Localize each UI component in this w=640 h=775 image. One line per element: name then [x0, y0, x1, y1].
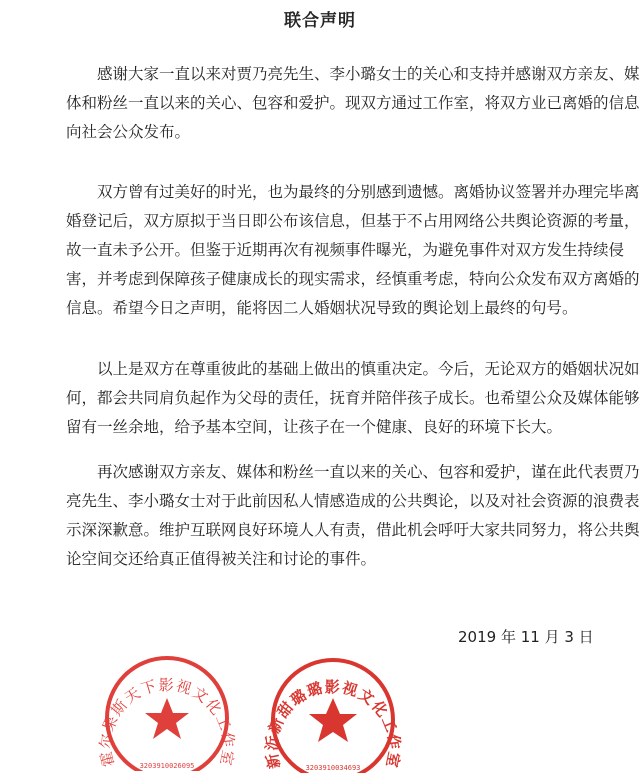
paragraph-line: 留有一丝余地，给予基本空间，让孩子在一个健康、良好的环境下长大。 — [66, 418, 563, 436]
paragraph-1 — [66, 60, 640, 147]
seal-left-number: 3203910026095 — [139, 762, 195, 770]
seal-right-text: 新沂新甜璐璐影视文化工作室 — [262, 677, 404, 771]
seal-left-text: 霍尔果斯天下影视文化工作室 — [96, 675, 238, 769]
paragraph-line: 故一直未予公开。但鉴于近期再次有视频事件曝光，为避免事件对双方发生持续侵 — [66, 241, 625, 259]
paragraph-line: 向社会公众发布。 — [66, 123, 191, 141]
paragraph-line: 信息。希望今日之声明，能将因二人婚姻状况导致的舆论划上最终的句号。 — [66, 299, 578, 317]
paragraph-line: 婚登记后，双方原拟于当日即公布该信息，但基于不占用网络公共舆论资源的考量， — [66, 212, 640, 230]
paragraph-line: 双方曾有过美好的时光，也为最终的分别感到遗憾。离婚协议签署并办理完毕离 — [66, 183, 640, 201]
paragraph-line: 体和粉丝一直以来的关心、包容和爱护。现双方通过工作室，将双方业已离婚的信息 — [66, 94, 640, 112]
paragraph-line: 示深深歉意。维护互联网良好环境人人有责，借此机会呼吁大家共同努力，将公共舆 — [66, 521, 640, 539]
studio-seal-right — [258, 648, 408, 773]
paragraph-line: 何，都会共同肩负起作为父母的责任，抚育并陪伴孩子成长。也希望公众及媒体能够 — [66, 389, 640, 407]
paragraph-line: 害，并考虑到保障孩子健康成长的现实需求，经慎重考虑，特向公众发布双方离婚的 — [66, 270, 640, 288]
document-title: 联合声明 — [284, 11, 356, 31]
paragraph-line: 以上是双方在尊重彼此的基础上做出的慎重决定。今后，无论双方的婚姻状况如 — [66, 360, 640, 378]
studio-seal-left — [92, 646, 242, 771]
seal-star-icon — [145, 698, 189, 739]
paragraph-2 — [66, 178, 640, 323]
paragraph-4 — [66, 458, 640, 574]
paragraph-line: 论空间交还给真正值得被关注和讨论的事件。 — [66, 550, 377, 568]
seal-star-icon — [309, 698, 357, 742]
seal-right-number: 3203910034693 — [305, 764, 361, 772]
paragraph-3 — [66, 355, 640, 442]
paragraph-line: 感谢大家一直以来对贾乃亮先生、李小璐女士的关心和支持并感谢双方亲友、媒 — [66, 65, 640, 83]
paragraph-line: 再次感谢双方亲友、媒体和粉丝一直以来的关心、包容和爱护，谨在此代表贾乃 — [66, 463, 640, 481]
statement-date: 2019 年 11 月 3 日 — [458, 628, 594, 646]
paragraph-line: 亮先生、李小璐女士对于此前因私人情感造成的公共舆论，以及对社会资源的浪费表 — [66, 492, 640, 510]
